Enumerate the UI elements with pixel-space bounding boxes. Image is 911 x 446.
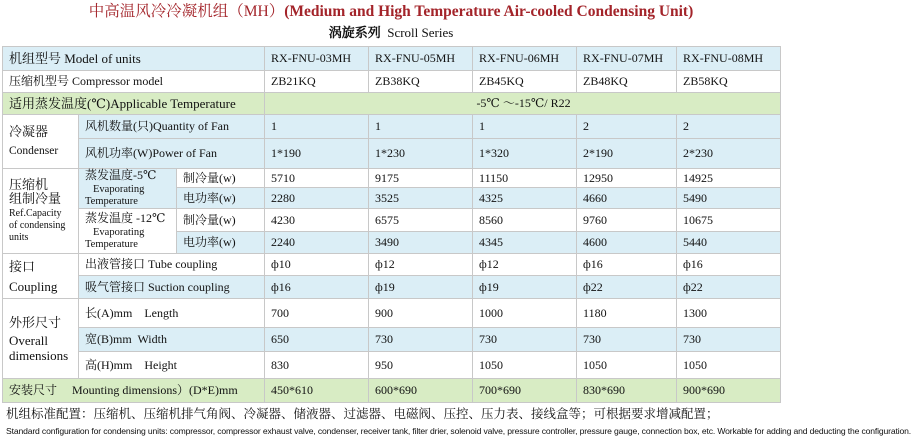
capacity-group-cn-1: 压缩机 bbox=[9, 177, 49, 192]
mounting-cell: 700*690 bbox=[473, 379, 577, 403]
evap1-cooling-cell: 5710 bbox=[265, 169, 369, 188]
fan-quantity-cell: 2 bbox=[577, 115, 677, 139]
evap2-power-cell: 2240 bbox=[265, 232, 369, 254]
height-cell: 1050 bbox=[577, 352, 677, 379]
suction-coupling-cell: ф16 bbox=[265, 276, 369, 299]
compressor-cell: ZB38KQ bbox=[369, 71, 473, 93]
tube-coupling-cell: ф12 bbox=[473, 254, 577, 276]
compressor-cell: ZB58KQ bbox=[677, 71, 781, 93]
table-row-suction-coupling bbox=[3, 276, 781, 299]
fan-quantity-label: 风机数量(只)Quantity of Fan bbox=[79, 115, 265, 139]
model-cell: RX-FNU-08MH bbox=[677, 47, 781, 71]
condenser-group-label bbox=[3, 115, 79, 169]
dimensions-group-cn: 外形尺寸 bbox=[9, 314, 62, 330]
evap1-label bbox=[79, 169, 177, 209]
model-cell: RX-FNU-05MH bbox=[369, 47, 473, 71]
length-cell: 1300 bbox=[677, 299, 781, 328]
evap1-cooling-cell: 9175 bbox=[369, 169, 473, 188]
table-row-fan-power bbox=[3, 139, 781, 169]
model-cell: RX-FNU-07MH bbox=[577, 47, 677, 71]
suction-coupling-cell: ф19 bbox=[473, 276, 577, 299]
height-cell: 1050 bbox=[473, 352, 577, 379]
fan-quantity-cell: 1 bbox=[473, 115, 577, 139]
dimensions-group-label bbox=[3, 299, 79, 379]
compressor-label: 压缩机型号 Compressor model bbox=[3, 71, 265, 93]
length-cell: 700 bbox=[265, 299, 369, 328]
dimensions-group-en-1: Overall bbox=[9, 332, 48, 348]
length-cell: 900 bbox=[369, 299, 473, 328]
length-cell: 1000 bbox=[473, 299, 577, 328]
model-label: 机组型号 Model of units bbox=[3, 47, 265, 71]
evap1-cooling-cell: 11150 bbox=[473, 169, 577, 188]
tube-coupling-cell: ф16 bbox=[677, 254, 781, 276]
evap1-en-2: Temperature bbox=[85, 196, 138, 207]
evap2-en-1: Evaporating bbox=[93, 226, 145, 238]
footer-note-cn: 机组标准配置：压缩机、压缩机排气角阀、冷凝器、储液器、过滤器、电磁阀、压控、压力表、接线盒等；可根据要求增减配置； bbox=[6, 407, 719, 421]
tube-coupling-label: 出液管接口 Tube coupling bbox=[79, 254, 265, 276]
mounting-cell: 830*690 bbox=[577, 379, 677, 403]
model-cell: RX-FNU-03MH bbox=[265, 47, 369, 71]
table-row-temperature bbox=[3, 93, 781, 115]
title-en: (Medium and High Temperature Air-cooled Condensing Unit) bbox=[284, 3, 694, 20]
mounting-cell: 450*610 bbox=[265, 379, 369, 403]
footer-note-en: Standard configuration for condensing units: compressor, compressor exhaust valve, condenser, receiver tank, filter drier, solenoid valve, pressure controller, pressure gauge, connection box, etc. Workable for adding and deducting the configuration. bbox=[6, 426, 911, 436]
subtitle-en: Scroll Series bbox=[387, 25, 454, 40]
fan-power-cell: 1*230 bbox=[369, 139, 473, 169]
capacity-group-label bbox=[3, 169, 79, 254]
evap1-cooling-cell: 12950 bbox=[577, 169, 677, 188]
evap1-power-cell: 4660 bbox=[577, 188, 677, 209]
model-cell: RX-FNU-06MH bbox=[473, 47, 577, 71]
evap2-cooling-cell: 8560 bbox=[473, 209, 577, 232]
evap2-power-cell: 3490 bbox=[369, 232, 473, 254]
table-row-compressor bbox=[3, 71, 781, 93]
evap1-cn: 蒸发温度-5℃ bbox=[85, 168, 157, 182]
coupling-group-cn: 接口 bbox=[9, 258, 36, 274]
table-row-width bbox=[3, 328, 781, 352]
width-cell: 730 bbox=[473, 328, 577, 352]
tube-coupling-cell: ф10 bbox=[265, 254, 369, 276]
cooling-label: 制冷量(w) bbox=[177, 209, 265, 232]
power-label: 电功率(w) bbox=[177, 188, 265, 209]
evap2-label bbox=[79, 209, 177, 254]
height-cell: 1050 bbox=[677, 352, 781, 379]
suction-coupling-label: 吸气管接口 Suction coupling bbox=[79, 276, 265, 299]
spec-table bbox=[2, 46, 781, 403]
evap2-power-cell: 5440 bbox=[677, 232, 781, 254]
width-cell: 650 bbox=[265, 328, 369, 352]
table-row-evap1-cooling bbox=[3, 169, 781, 188]
subtitle-cn: 涡旋系列 bbox=[328, 25, 381, 40]
evap1-power-cell: 5490 bbox=[677, 188, 781, 209]
width-cell: 730 bbox=[577, 328, 677, 352]
length-cell: 1180 bbox=[577, 299, 677, 328]
evap1-power-cell: 3525 bbox=[369, 188, 473, 209]
tube-coupling-cell: ф12 bbox=[369, 254, 473, 276]
width-cell: 730 bbox=[677, 328, 781, 352]
evap1-power-cell: 4325 bbox=[473, 188, 577, 209]
capacity-group-en-2: of condensing bbox=[9, 220, 66, 231]
compressor-cell: ZB45KQ bbox=[473, 71, 577, 93]
tube-coupling-cell: ф16 bbox=[577, 254, 677, 276]
temperature-value: -5℃ ～-15℃/ R22 bbox=[265, 93, 781, 115]
height-cell: 950 bbox=[369, 352, 473, 379]
compressor-cell: ZB21KQ bbox=[265, 71, 369, 93]
table-row-evap2-cooling bbox=[3, 209, 781, 232]
capacity-group-en-3: units bbox=[9, 232, 29, 243]
fan-quantity-cell: 1 bbox=[265, 115, 369, 139]
evap2-power-cell: 4345 bbox=[473, 232, 577, 254]
capacity-group-cn-2: 组制冷量 bbox=[9, 191, 62, 206]
table-row-mounting bbox=[3, 379, 781, 403]
condenser-group-cn: 冷凝器 bbox=[9, 124, 49, 139]
temperature-label: 适用蒸发温度(℃)Applicable Temperature bbox=[3, 93, 265, 115]
evap1-cooling-cell: 14925 bbox=[677, 169, 781, 188]
coupling-group-en: Coupling bbox=[9, 278, 58, 294]
table-row-model bbox=[3, 47, 781, 71]
evap2-cooling-cell: 9760 bbox=[577, 209, 677, 232]
capacity-group-en-1: Ref.Capacity bbox=[9, 208, 62, 219]
mounting-cell: 900*690 bbox=[677, 379, 781, 403]
fan-power-cell: 2*190 bbox=[577, 139, 677, 169]
mounting-cell: 600*690 bbox=[369, 379, 473, 403]
mounting-label: 安装尺寸 Mounting dimensions）(D*E)mm bbox=[3, 379, 265, 403]
suction-coupling-cell: ф22 bbox=[677, 276, 781, 299]
evap2-power-cell: 4600 bbox=[577, 232, 677, 254]
table-row-height bbox=[3, 352, 781, 379]
evap2-cooling-cell: 6575 bbox=[369, 209, 473, 232]
table-row-tube-coupling bbox=[3, 254, 781, 276]
fan-power-cell: 1*320 bbox=[473, 139, 577, 169]
height-cell: 830 bbox=[265, 352, 369, 379]
fan-power-cell: 1*190 bbox=[265, 139, 369, 169]
page-title bbox=[0, 1, 782, 23]
cooling-label: 制冷量(w) bbox=[177, 169, 265, 188]
evap1-power-cell: 2280 bbox=[265, 188, 369, 209]
page-subtitle bbox=[0, 23, 782, 43]
table-row-fan-quantity bbox=[3, 115, 781, 139]
compressor-cell: ZB48KQ bbox=[577, 71, 677, 93]
evap2-cooling-cell: 10675 bbox=[677, 209, 781, 232]
condenser-group-en: Condenser bbox=[9, 145, 59, 157]
fan-power-cell: 2*230 bbox=[677, 139, 781, 169]
title-cn: 中高温风冷冷凝机组（MH） bbox=[88, 3, 285, 20]
fan-quantity-cell: 1 bbox=[369, 115, 473, 139]
coupling-group-label bbox=[3, 254, 79, 299]
evap2-cooling-cell: 4230 bbox=[265, 209, 369, 232]
dimensions-group-en-2: dimensions bbox=[9, 347, 69, 363]
width-label: 宽(B)mm Width bbox=[79, 328, 265, 352]
table-row-length bbox=[3, 299, 781, 328]
evap2-cn: 蒸发温度 -12℃ bbox=[85, 210, 166, 225]
length-label: 长(A)mm Length bbox=[79, 299, 265, 328]
power-label: 电功率(w) bbox=[177, 232, 265, 254]
suction-coupling-cell: ф22 bbox=[577, 276, 677, 299]
suction-coupling-cell: ф19 bbox=[369, 276, 473, 299]
height-label: 高(H)mm Height bbox=[79, 352, 265, 379]
fan-quantity-cell: 2 bbox=[677, 115, 781, 139]
width-cell: 730 bbox=[369, 328, 473, 352]
evap1-en-1: Evaporating bbox=[93, 184, 145, 195]
evap2-en-2: Temperature bbox=[85, 238, 138, 250]
fan-power-label: 风机功率(W)Power of Fan bbox=[79, 139, 265, 169]
